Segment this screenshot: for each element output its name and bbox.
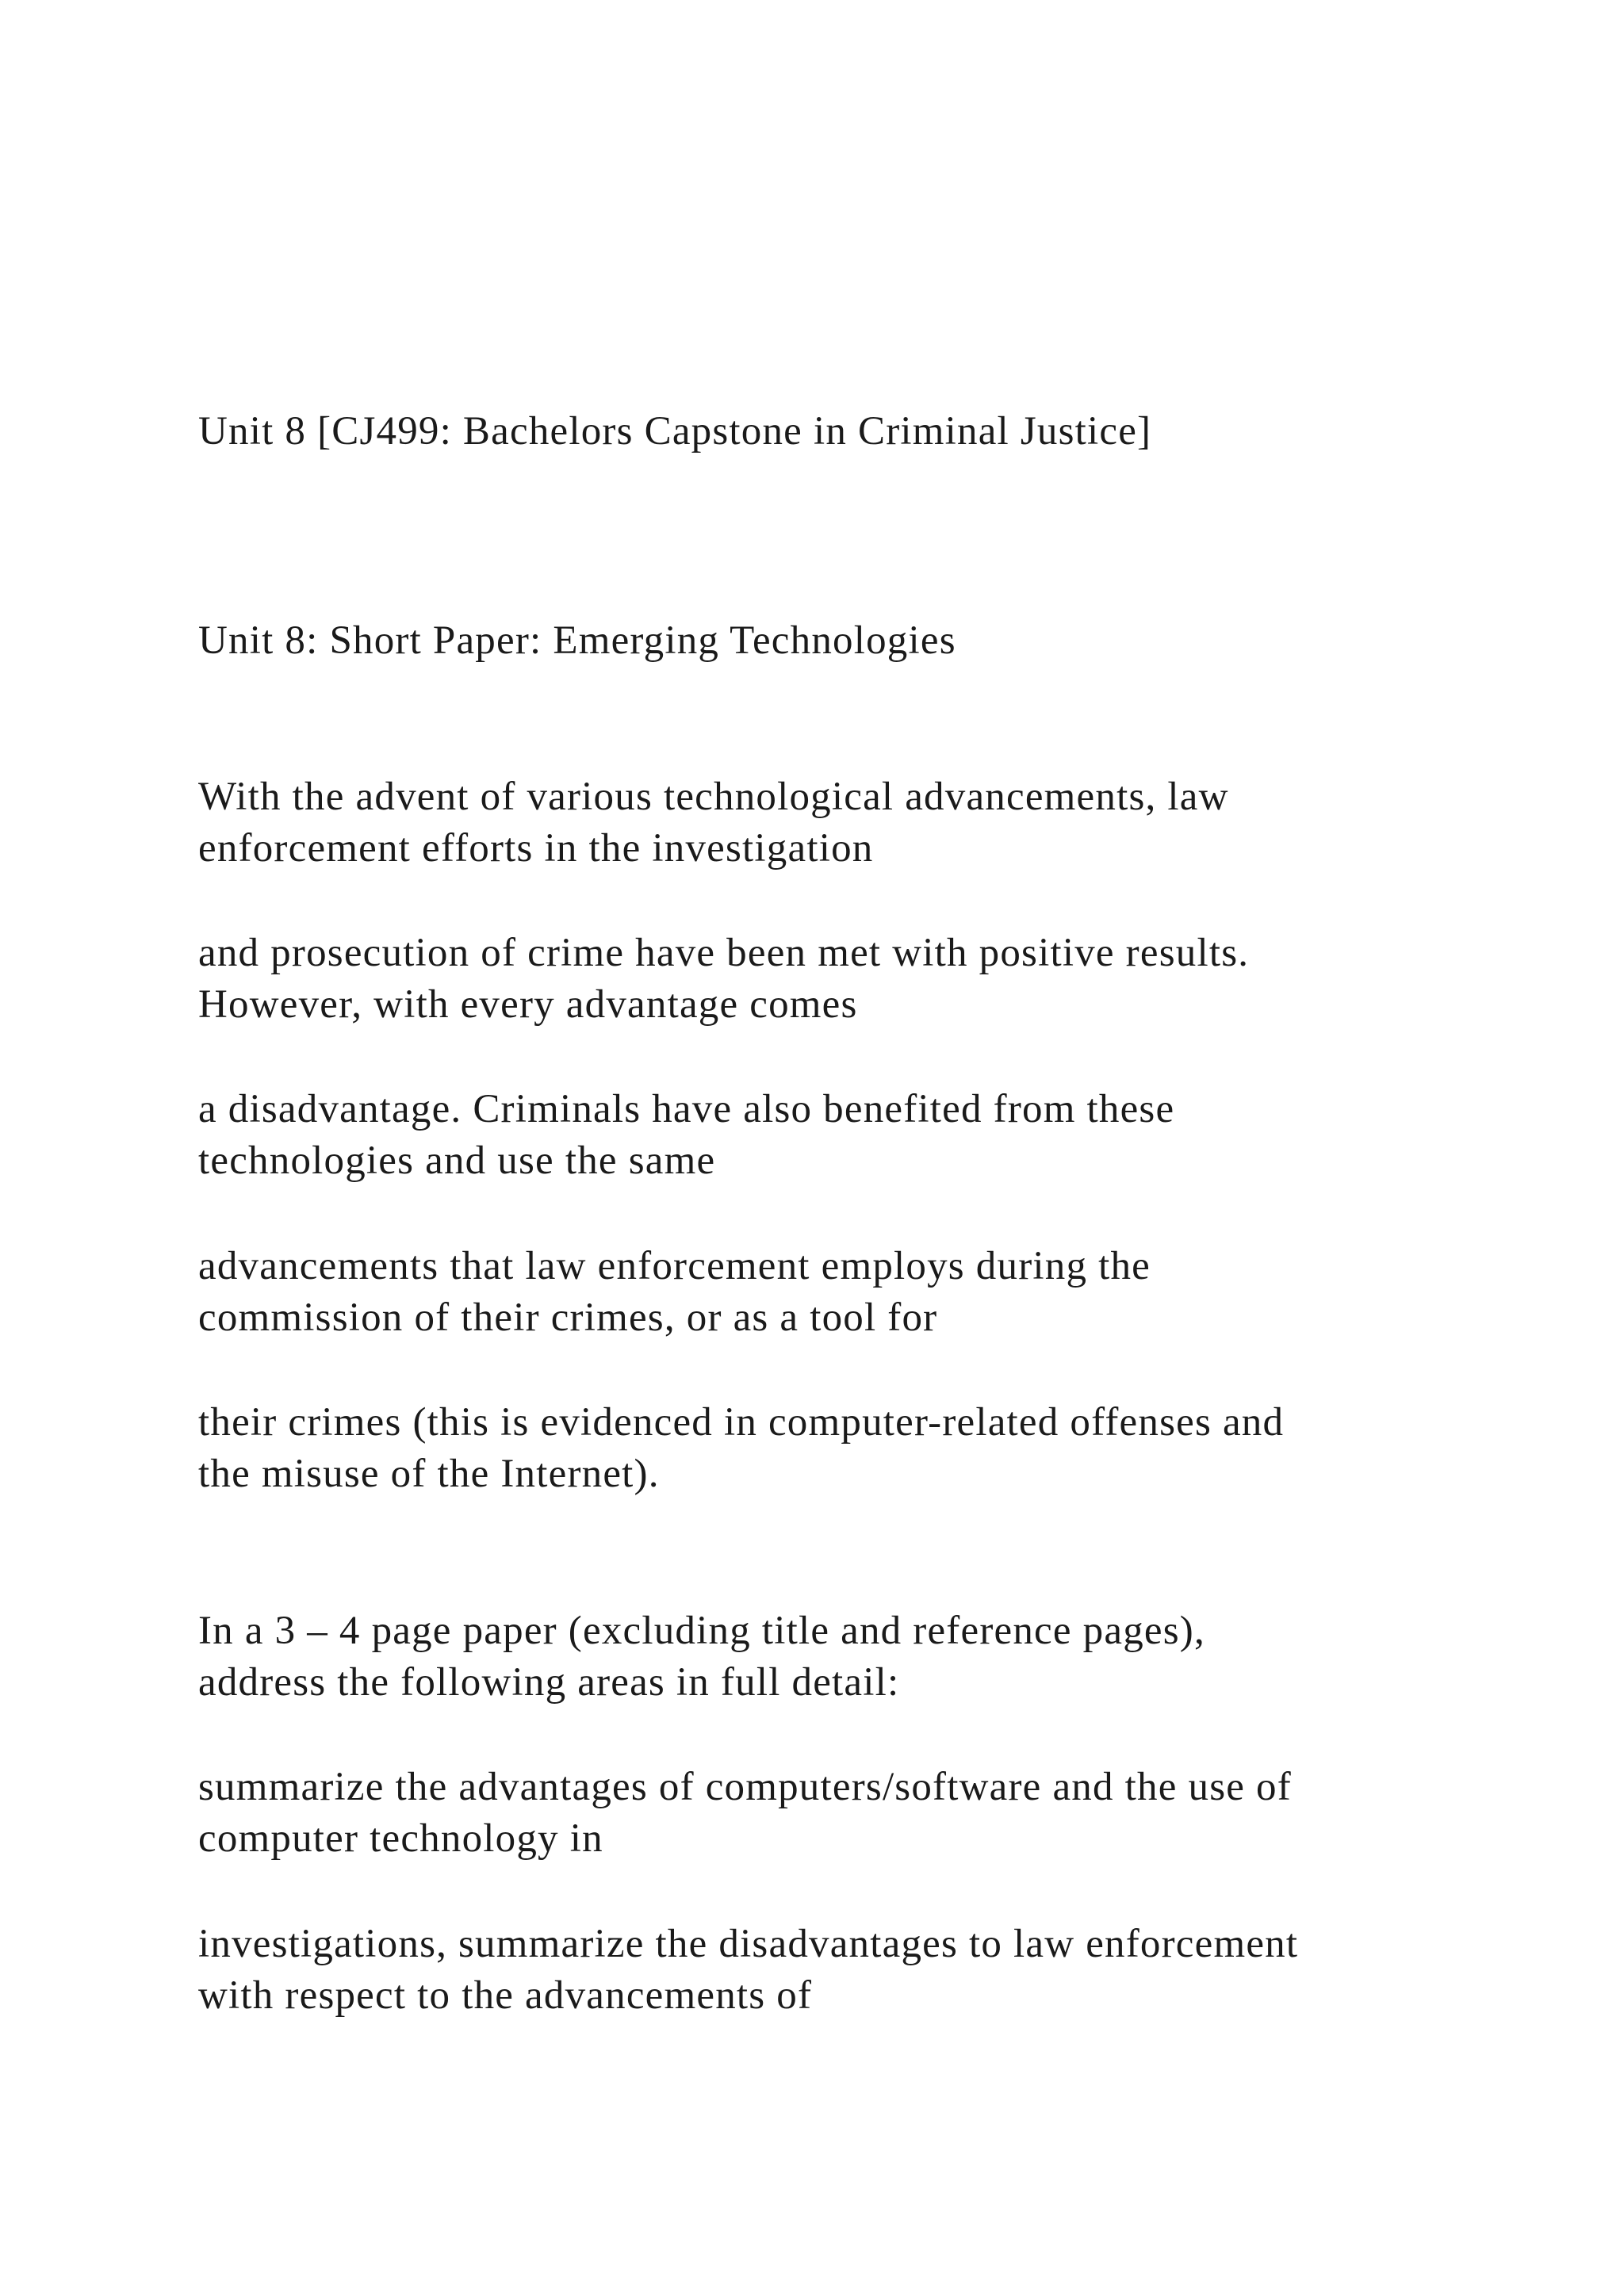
paragraph-line: a disadvantage. Criminals have also benefited from these	[198, 1087, 1175, 1131]
paragraph-line: computer technology in	[198, 1816, 603, 1861]
paragraph-line: However, with every advantage comes	[198, 982, 858, 1027]
paragraph-line: their crimes (this is evidenced in computer-related offenses and	[198, 1400, 1285, 1445]
paragraph-line: advancements that law enforcement employs during the	[198, 1244, 1151, 1288]
paragraph-line: investigations, summarize the disadvantages to law enforcement	[198, 1922, 1299, 1966]
paragraph-line: commission of their crimes, or as a tool for	[198, 1295, 938, 1340]
paragraph-line: address the following areas in full detail:	[198, 1660, 900, 1705]
paragraph-line: technologies and use the same	[198, 1138, 716, 1183]
paragraph-line: with respect to the advancements of	[198, 1973, 813, 2018]
paragraph-line: In a 3 – 4 page paper (excluding title and reference pages),	[198, 1609, 1205, 1653]
assignment-title: Unit 8: Short Paper: Emerging Technologies	[198, 618, 956, 663]
paragraph-line: and prosecution of crime have been met with positive results.	[198, 931, 1250, 975]
paragraph-line: the misuse of the Internet).	[198, 1452, 660, 1496]
paragraph-line: enforcement efforts in the investigation	[198, 826, 874, 871]
paragraph-line: summarize the advantages of computers/software and the use of	[198, 1765, 1292, 1809]
paragraph-line: With the advent of various technological advancements, law	[198, 775, 1229, 819]
course-heading: Unit 8 [CJ499: Bachelors Capstone in Criminal Justice]	[198, 409, 1152, 453]
